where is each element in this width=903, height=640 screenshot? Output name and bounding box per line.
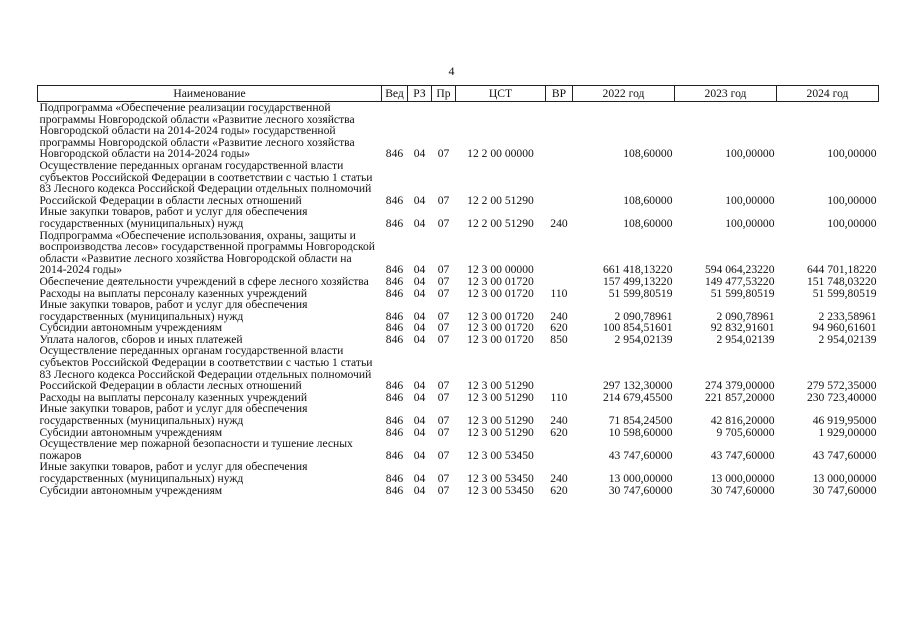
cell-rz: 04	[413, 483, 426, 497]
cell-2023: 92 832,91601	[710, 321, 775, 335]
cell-name: Иные закупки товаров, работ и услуг для обеспечения государственных (муниципальных) нужд	[39, 402, 308, 428]
table-row	[38, 230, 879, 276]
cell-2024: 279 572,35000	[806, 379, 877, 393]
cell-2023: 274 379,00000	[704, 379, 775, 393]
cell-pr: 07	[437, 379, 450, 393]
cell-cst: 12 2 00 51290	[467, 193, 534, 207]
table-row	[38, 461, 879, 484]
cell-name: Осуществление мер пожарной безопасности и тушение лесных пожаров	[39, 437, 353, 462]
cell-pr: 07	[437, 147, 450, 161]
cell-2023: 42 816,20000	[710, 414, 775, 428]
cell-name: Иные закупки товаров, работ и услуг для обеспечения государственных (муниципальных) нужд	[39, 460, 308, 485]
cell-pr: 07	[437, 309, 450, 323]
cell-2023: 9 705,60000	[716, 425, 775, 439]
cell-rz: 04	[413, 472, 426, 485]
cell-cst: 12 3 00 01720	[467, 309, 534, 323]
table-row	[38, 102, 879, 160]
page-number: 4	[448, 64, 455, 78]
cell-pr: 07	[437, 321, 450, 335]
cell-2024: 100,00000	[827, 147, 877, 161]
cell-name: Обеспечение деятельности учреждений в сфере лесного хозяйства	[39, 274, 369, 288]
table-row	[38, 299, 879, 322]
cell-2024: 43 747,60000	[812, 448, 877, 462]
cell-cst: 12 3 00 53450	[467, 472, 534, 485]
cell-vr: 110	[550, 286, 568, 300]
cell-2024: 13 000,00000	[812, 472, 877, 485]
cell-ved: 846	[385, 309, 404, 323]
cell-name: Субсидии автономным учреждениям	[39, 483, 223, 497]
header-name: Наименование	[38, 86, 382, 102]
table-row	[38, 206, 879, 229]
cell-ved: 846	[385, 263, 404, 277]
cell-ved: 846	[385, 425, 404, 439]
cell-vr: 240	[550, 414, 568, 428]
cell-name: Субсидии автономным учреждениям	[39, 425, 223, 439]
cell-name: Иные закупки товаров, работ и услуг для обеспечения государственных (муниципальных) нужд	[39, 205, 308, 230]
table-row	[38, 438, 879, 461]
cell-name: Субсидии автономным учреждениям	[39, 321, 223, 335]
cell-2023: 51 599,80519	[710, 286, 775, 300]
cell-2022: 108,60000	[623, 216, 673, 230]
header-ved: Вед	[382, 86, 408, 102]
cell-ved: 846	[385, 483, 404, 497]
cell-2022: 10 598,60000	[608, 425, 673, 439]
cell-ved: 846	[385, 216, 404, 230]
cell-name: Подпрограмма «Обеспечение использования, охраны, защиты и воспроизводства лесов» государственной программы Новгородской области «Развитие лесного хозяйства Новгородской области на 2014-2024 годы»	[39, 228, 376, 277]
cell-2023: 30 747,60000	[710, 483, 775, 497]
cell-name: Осуществление переданных органам государственной власти субъектов Российской Федерации в соответствии с частью 1 статьи 83 Лесного кодекса Российской Федерации отдельных полномочий Российской Федерации в области лесных отношений	[39, 158, 373, 207]
cell-pr: 07	[437, 425, 450, 439]
cell-ved: 846	[385, 332, 404, 346]
cell-ved: 846	[385, 286, 404, 300]
cell-pr: 07	[437, 193, 450, 207]
cell-rz: 04	[413, 425, 426, 439]
cell-rz: 04	[413, 309, 426, 323]
cell-2024: 2 954,02139	[818, 332, 877, 346]
cell-2023: 2 954,02139	[716, 332, 775, 346]
cell-2023: 2 090,78961	[716, 309, 775, 323]
cell-pr: 07	[437, 472, 450, 485]
cell-vr: 850	[550, 332, 568, 346]
cell-ved: 846	[385, 472, 404, 485]
cell-cst: 12 3 00 53450	[467, 483, 534, 497]
cell-cst: 12 3 00 51290	[467, 379, 534, 393]
cell-cst: 12 3 00 01720	[467, 274, 534, 288]
cell-ved: 846	[385, 448, 404, 462]
cell-rz: 04	[413, 414, 426, 428]
cell-vr	[546, 230, 573, 276]
cell-pr: 07	[437, 332, 450, 346]
cell-2024: 30 747,60000	[812, 483, 877, 497]
cell-vr	[546, 102, 573, 160]
header-2024: 2024 год	[777, 86, 879, 102]
cell-pr: 07	[437, 263, 450, 277]
header-cst: ЦСТ	[456, 86, 546, 102]
cell-2022: 71 854,24500	[608, 414, 673, 428]
header-vr: ВР	[546, 86, 573, 102]
cell-2024: 100,00000	[827, 193, 877, 207]
cell-name: Подпрограмма «Обеспечение реализации государственной программы Новгородской области «Развитие лесного хозяйства Новгородской области на 2014-2024 годы» государственной программы Новгородской области «Развитие лесного хозяйства Новгородской области на 2014-2024 годы»	[39, 101, 355, 161]
cell-2024: 51 599,80519	[812, 286, 877, 300]
cell-cst: 12 3 00 53450	[467, 448, 534, 462]
cell-pr: 07	[437, 448, 450, 462]
cell-2023: 100,00000	[725, 147, 775, 161]
cell-cst: 12 2 00 51290	[467, 216, 534, 230]
cell-cst: 12 3 00 01720	[467, 332, 534, 346]
cell-2024: 46 919,95000	[812, 414, 877, 428]
cell-cst: 12 3 00 01720	[467, 286, 534, 300]
cell-name: Расходы на выплаты персоналу казенных учреждений	[39, 286, 308, 300]
header-rz: РЗ	[408, 86, 432, 102]
cell-vr: 110	[550, 390, 568, 404]
cell-2022: 157 499,13220	[602, 274, 673, 288]
cell-2022: 51 599,80519	[608, 286, 673, 300]
cell-2022: 13 000,00000	[608, 472, 673, 485]
cell-2024: 151 748,03220	[806, 274, 877, 288]
cell-pr: 07	[437, 414, 450, 428]
cell-2024: 230 723,40000	[806, 390, 877, 404]
cell-vr: 620	[550, 321, 568, 335]
cell-rz: 04	[413, 390, 426, 404]
budget-table	[37, 85, 879, 496]
cell-2022: 108,60000	[623, 193, 673, 207]
cell-2024: 94 960,61601	[812, 321, 877, 335]
cell-pr: 07	[437, 390, 450, 404]
table-row	[38, 345, 879, 391]
cell-rz: 04	[413, 147, 426, 161]
cell-ved: 846	[385, 414, 404, 428]
cell-vr	[546, 345, 573, 391]
cell-ved: 846	[385, 274, 404, 288]
cell-rz: 04	[413, 332, 426, 346]
table-header-row	[38, 86, 879, 102]
cell-rz: 04	[413, 274, 426, 288]
cell-2023: 13 000,00000	[710, 472, 775, 485]
table-row	[38, 276, 879, 288]
cell-2023: 43 747,60000	[710, 448, 775, 462]
cell-rz: 04	[413, 216, 426, 230]
cell-2023: 100,00000	[725, 216, 775, 230]
cell-pr: 07	[437, 483, 450, 497]
cell-ved: 846	[385, 379, 404, 393]
cell-vr	[546, 276, 573, 288]
cell-2022: 214 679,45500	[602, 390, 673, 404]
cell-vr: 240	[550, 309, 568, 323]
cell-2022: 297 132,30000	[602, 379, 673, 393]
cell-2023: 149 477,53220	[704, 274, 775, 288]
cell-vr	[546, 438, 573, 461]
cell-2022: 2 954,02139	[614, 332, 673, 346]
table-row	[38, 160, 879, 206]
cell-2023: 594 064,23220	[704, 263, 775, 277]
cell-name: Расходы на выплаты персоналу казенных учреждений	[39, 390, 308, 404]
header-2022: 2022 год	[573, 86, 675, 102]
cell-name: Уплата налогов, сборов и иных платежей	[39, 332, 243, 346]
cell-rz: 04	[413, 379, 426, 393]
header-pr: Пр	[432, 86, 456, 102]
cell-vr: 620	[550, 425, 568, 439]
cell-2024: 644 701,18220	[806, 263, 877, 277]
cell-vr: 240	[550, 472, 568, 485]
cell-2022: 30 747,60000	[608, 483, 673, 497]
cell-ved: 846	[385, 321, 404, 335]
table-row	[38, 485, 879, 497]
cell-2023: 221 857,20000	[704, 390, 775, 404]
cell-2022: 108,60000	[623, 147, 673, 161]
cell-ved: 846	[385, 390, 404, 404]
cell-rz: 04	[413, 263, 426, 277]
table-row	[38, 403, 879, 426]
cell-2022: 661 418,13220	[602, 263, 673, 277]
cell-rz: 04	[413, 193, 426, 207]
cell-2024: 1 929,00000	[818, 425, 877, 439]
header-2023: 2023 год	[675, 86, 777, 102]
cell-cst: 12 3 00 51290	[467, 390, 534, 404]
cell-pr: 07	[437, 274, 450, 288]
cell-2022: 100 854,51601	[602, 321, 673, 335]
cell-vr: 620	[550, 483, 568, 497]
cell-2022: 2 090,78961	[614, 309, 673, 323]
cell-rz: 04	[413, 448, 426, 462]
table-body	[38, 102, 879, 497]
cell-2022: 43 747,60000	[608, 448, 673, 462]
cell-vr: 240	[550, 216, 568, 230]
cell-cst: 12 3 00 00000	[467, 263, 534, 277]
cell-name: Осуществление переданных органам государственной власти субъектов Российской Федерации в соответствии с частью 1 статьи 83 Лесного кодекса Российской Федерации отдельных полномочий Российской Федерации в области лесных отношений	[39, 344, 373, 393]
cell-cst: 12 3 00 51290	[467, 425, 534, 439]
cell-2023: 100,00000	[725, 193, 775, 207]
cell-cst: 12 3 00 51290	[467, 414, 534, 428]
cell-pr: 07	[437, 216, 450, 230]
cell-rz: 04	[413, 321, 426, 335]
cell-cst: 12 2 00 00000	[467, 147, 534, 161]
cell-ved: 846	[385, 193, 404, 207]
cell-2024: 100,00000	[827, 216, 877, 230]
cell-vr	[546, 160, 573, 206]
cell-2024: 2 233,58961	[818, 309, 877, 323]
cell-pr: 07	[437, 286, 450, 300]
cell-cst: 12 3 00 01720	[467, 321, 534, 335]
cell-rz: 04	[413, 286, 426, 300]
cell-name: Иные закупки товаров, работ и услуг для обеспечения государственных (муниципальных) нужд	[39, 298, 308, 323]
cell-ved: 846	[385, 147, 404, 161]
